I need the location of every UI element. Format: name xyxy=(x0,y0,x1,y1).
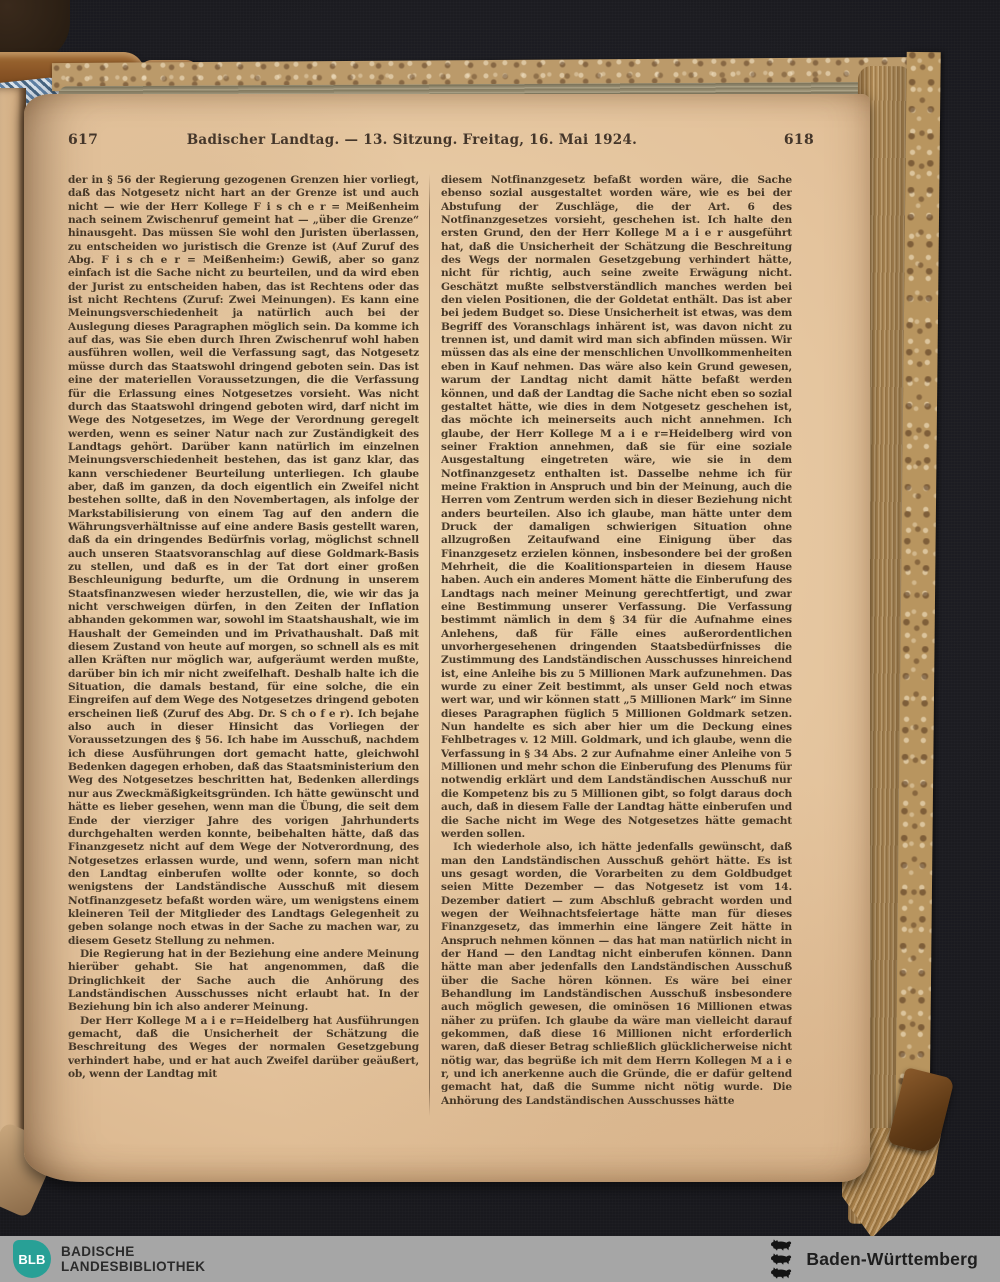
text-paragraph: Die Regierung hat in der Beziehung eine andere Meinung hierüber gehabt. Sie hat angenommen, daß die Dringlichkeit der Sache auch die Anhörung des Landständischen Ausschusses nicht erlaubt hat. In der Beziehung bin ich also anderer Meinung. xyxy=(68,947,419,1014)
state-name: Baden-Württemberg xyxy=(806,1248,978,1269)
page-number-left: 617 xyxy=(68,132,99,148)
state-branding xyxy=(768,1238,978,1280)
text-paragraph: Ich wiederhole also, ich hätte jedenfalls gewünscht, daß man den Landständischen Ausschuß gehört hätte. Es ist uns gesagt worden, die Vorarbeiten zu dem Goldbudget seien Mitte Dezember — das Notgesetz ist vom 14. Dezember datiert — zum Abschluß gebracht worden und wegen der Weihnachtsfeiertage hätte man für dieses Finanzgesetz, das immerhin eine längere Zeit hätte in Anspruch nehmen können — das hat man natürlich nicht in der Hand — den Landtag nicht einberufen können. Dann hätte man aber jedenfalls den Landständischen Ausschuß über die Sache hören können. Es wäre bei einer Behandlung im Landständischen Ausschuß insbesondere auch möglich gewesen, die ominösen 16 Millionen etwas näher zu prüfen. Ich glaube da wäre man vielleicht darauf gekommen, daß diese 16 Millionen nicht erforderlich waren, daß dieser Betrag schließlich glücklicherweise nicht nötig war, das begrüße ich mit dem Herrn Kollegen M a i e r, und ich anerkenne auch die Gründe, die er dafür geltend gemacht hat, daß die Summe nicht nötig wurde. Die Anhörung des Landständischen Ausschusses hätte xyxy=(441,841,792,1107)
page-content xyxy=(68,132,814,1182)
scanned-page xyxy=(24,94,870,1182)
text-paragraph: Der Herr Kollege M a i e r=Heidelberg hat Ausführungen gemacht, daß die Unsicherheit der Schätzung die Beschreitung des Weges der normalen Gesetzgebung verhindert habe, und er hat auch Zweifel darüber geäußert, ob, wenn der Landtag mit xyxy=(68,1014,419,1081)
page-number-right: 618 xyxy=(783,132,814,148)
facing-page-sliver xyxy=(0,88,26,1186)
left-column xyxy=(68,174,419,1116)
text-paragraph: der in § 56 der Regierung gezogenen Grenzen hier vorliegt, daß das Notgesetz nicht hart an der Grenze ist und auch nicht — wie der Herr Kollege F i s ch e r = Meißenheim nach seinem Zwischenruf gemeint hat — „über die Grenze“ hinausgeht. Das müssen Sie wohl den Juristen überlassen, zu entscheiden wo juristisch die Grenze ist (Auf Zuruf des Abg. F i s ch e r = Meißenheim:) Gewiß, aber so ganz einfach ist die Sache nicht zu beurteilen, und da wird eben der Jurist zu entscheiden haben, das ist Rechtens oder das ist nicht Rechtens (Zuruf: Zwei Meinungen). Es kann eine Meinungsverschiedenheit ja natürlich auch bei der Auslegung dieses Paragraphen möglich sein. Da komme ich auf das, was Sie eben durch Ihren Zwischenruf wohl haben ausführen wollen, weil die Verfassung sagt, das Notgesetz müsse durch das Staatswohl dringend geboten sein. Das ist eine der materiellen Voraussetzungen, die die Verfassung für die Erlassung eines Notgesetzes vorsieht. Was nicht durch das Staatswohl dringend geboten wird, darf nicht im Wege des Notgesetzes, im Wege der Verordnung geregelt werden, wenn es seiner Natur nach zur Zuständigkeit des Landtags gehört. Darüber kann natürlich im einzelnen Meinungsverschiedenheit bestehen, das ist ganz klar, das kann verschiedener Beurteilung unterliegen. Ich glaube aber, daß im ganzen, da doch eigentlich ein Zweifel nicht bestehen sollte, daß in den Novembertagen, als infolge der Markstabilisierung von einem Tag auf den andern die Währungsverhältnisse auf eine andere Basis gestellt waren, daß da ein dringendes Bedürfnis vorlag, möglichst schnell auch unseren Staatsvoranschlag auf diese Goldmark-Basis zu stellen, und daß es in der Tat dort einer großen Beschleunigung bedurfte, um die Ordnung in unserem Staatsfinanzwesen wieder herzustellen, die, wie wir das ja nicht verschweigen dürfen, in den Zeiten der Inflation abhanden gekommen war, sowohl im Staatshaushalt, wie im Haushalt der Gemeinden und im Privathaushalt. Daß mit diesem Zustand von heute auf morgen, so schnell als es mit allen Kräften nur möglich war, aufgeräumt werden mußte, darüber bin ich mir nicht zweifelhaft. Deshalb halte ich die Situation, die damals bestand, für eine solche, die ein Eingreifen auf dem Wege des Notgesetzes dringend geboten erscheinen ließ (Zuruf des Abg. Dr. S ch o f e r). Ich bejahe also auch in dieser Hinsicht das Vorliegen der Voraussetzungen des § 56. Ich habe im Ausschuß, nachdem ich diese Ausführungen dort gemacht hatte, gleichwohl Bedenken dagegen erhoben, daß das Staatsministerium den Weg des Notgesetzes beschritten hat, Bedenken allerdings nur aus Zweckmäßigkeitsgründen. Ich hätte gewünscht und hätte es lieber gesehen, wenn man die Übung, die seit dem Ende der vierziger Jahre des vorigen Jahrhunderts durchgehalten werden konnte, beibehalten hätte, daß das Finanzgesetz nicht auf dem Wege der Notverordnung, des Notgesetzes erlassen wurde, und wenn, sofern man nicht den Landtag einberufen wollte oder konnte, so doch wenigstens der Landständische Ausschuß mit diesem Notfinanzgesetz befaßt worden wäre, um wenigstens einem kleineren Teil der Mitglieder des Landtags Gelegenheit zu geben solange noch etwas in der Sache zu machen war, zu diesem Gesetz Stellung zu nehmen. xyxy=(68,174,419,947)
text-paragraph: diesem Notfinanzgesetz befaßt worden wäre, die Sache ebenso sozial ausgestaltet worden wäre, wie es bei der Abstufung der Zuschläge, die der Art. 6 des Notfinanzgesetzes vorsieht, geschehen ist. Ich halte den ersten Grund, den der Herr Kollege M a i e r ausgeführt hat, daß die Unsicherheit der Schätzung die Beschreitung des Wegs der normalen Gesetzgebung verhindert hätte, nicht für richtig, auch seine zweite Erwägung nicht. Geschätzt mußte selbstverständlich manches werden bei den vielen Positionen, die der Goldetat enthält. Das ist aber bei jedem Budget so. Diese Unsicherheit ist etwas, was dem Begriff des Voranschlags inhärent ist, was davon nicht zu trennen ist, und damit wird man sich abfinden müssen. Wir müssen das als eine der menschlichen Unvollkommenheiten eben in Kauf nehmen. Das wäre also kein Grund gewesen, warum der Landtag nicht damit hätte befaßt werden können, und daß der Landtag die Sache nicht eben so sozial gestaltet hätte, wie dies in dem Notgesetz geschehen ist, das möchte ich meinerseits auch nicht annehmen. Ich glaube, der Herr Kollege M a i e r=Heidelberg wird von seiner Fraktion annehmen, daß sie für eine soziale Ausgestaltung eingetreten wäre, wie sie in dem Notfinanzgesetz enthalten ist. Dasselbe nehme ich für meine Fraktion in Anspruch und bin der Meinung, auch die Herren vom Zentrum werden sich in dieser Beziehung nicht anders beurteilen. Also ich glaube, man hätte unter dem Druck der damaligen schwierigen Situation ohne allzugroßen Zeitaufwand eine Einigung über das Finanzgesetz erzielen können, insbesondere bei der großen Mehrheit, die die Koalitionsparteien in diesem Hause haben. Auch ein anderes Moment hätte die Einberufung des Landtags nach meiner Meinung gerechtfertigt, und zwar eine Bestimmung unserer Verfassung. Die Verfassung bestimmt nämlich in dem § 34 für die Aufnahme eines Anlehens, daß für Fälle eines außerordentlichen unvorhergesehenen dringenden Staatsbedürfnisses die Zustimmung des Landständischen Ausschusses hinreichend ist, eine Anleihe bis zu 5 Millionen Mark aufzunehmen. Das wurde zu einer Zeit bestimmt, als unser Geld noch etwas wert war, und wir können statt „5 Millionen Mark“ im Sinne dieses Paragraphen füglich 5 Millionen Goldmark setzen. Nun handelte es sich aber hier um die Deckung eines Fehlbetrages v. 12 Mill. Goldmark, und ich glaube, wenn die Verfassung in § 34 Abs. 2 zur Aufnahme einer Anleihe von 5 Millionen und mehr schon die Einberufung des Plenums für notwendig erklärt und dem Landständischen Ausschuß nur die Kompetenz bis zu 5 Millionen gibt, so folgt daraus doch auch, daß in diesem Falle der Landtag hätte einberufen und die Sache nicht im Wege des Notgesetzes hätte gemacht werden sollen. xyxy=(441,174,792,840)
text-columns xyxy=(68,174,814,1116)
library-banner xyxy=(0,1236,1000,1282)
bw-lions-icon xyxy=(768,1238,796,1280)
library-name-line2: LANDESBIBLIOTHEK xyxy=(61,1259,206,1274)
running-title: Badischer Landtag. — 13. Sitzung. Freitag, 16. Mai 1924. xyxy=(186,132,638,148)
page-header xyxy=(68,132,814,154)
right-column xyxy=(441,174,792,1116)
library-name-line1: BADISCHE xyxy=(61,1243,135,1259)
blb-logo-text: BLB xyxy=(18,1251,46,1267)
blb-logo xyxy=(13,1240,51,1278)
column-divider xyxy=(429,174,430,1116)
library-name xyxy=(61,1244,205,1275)
